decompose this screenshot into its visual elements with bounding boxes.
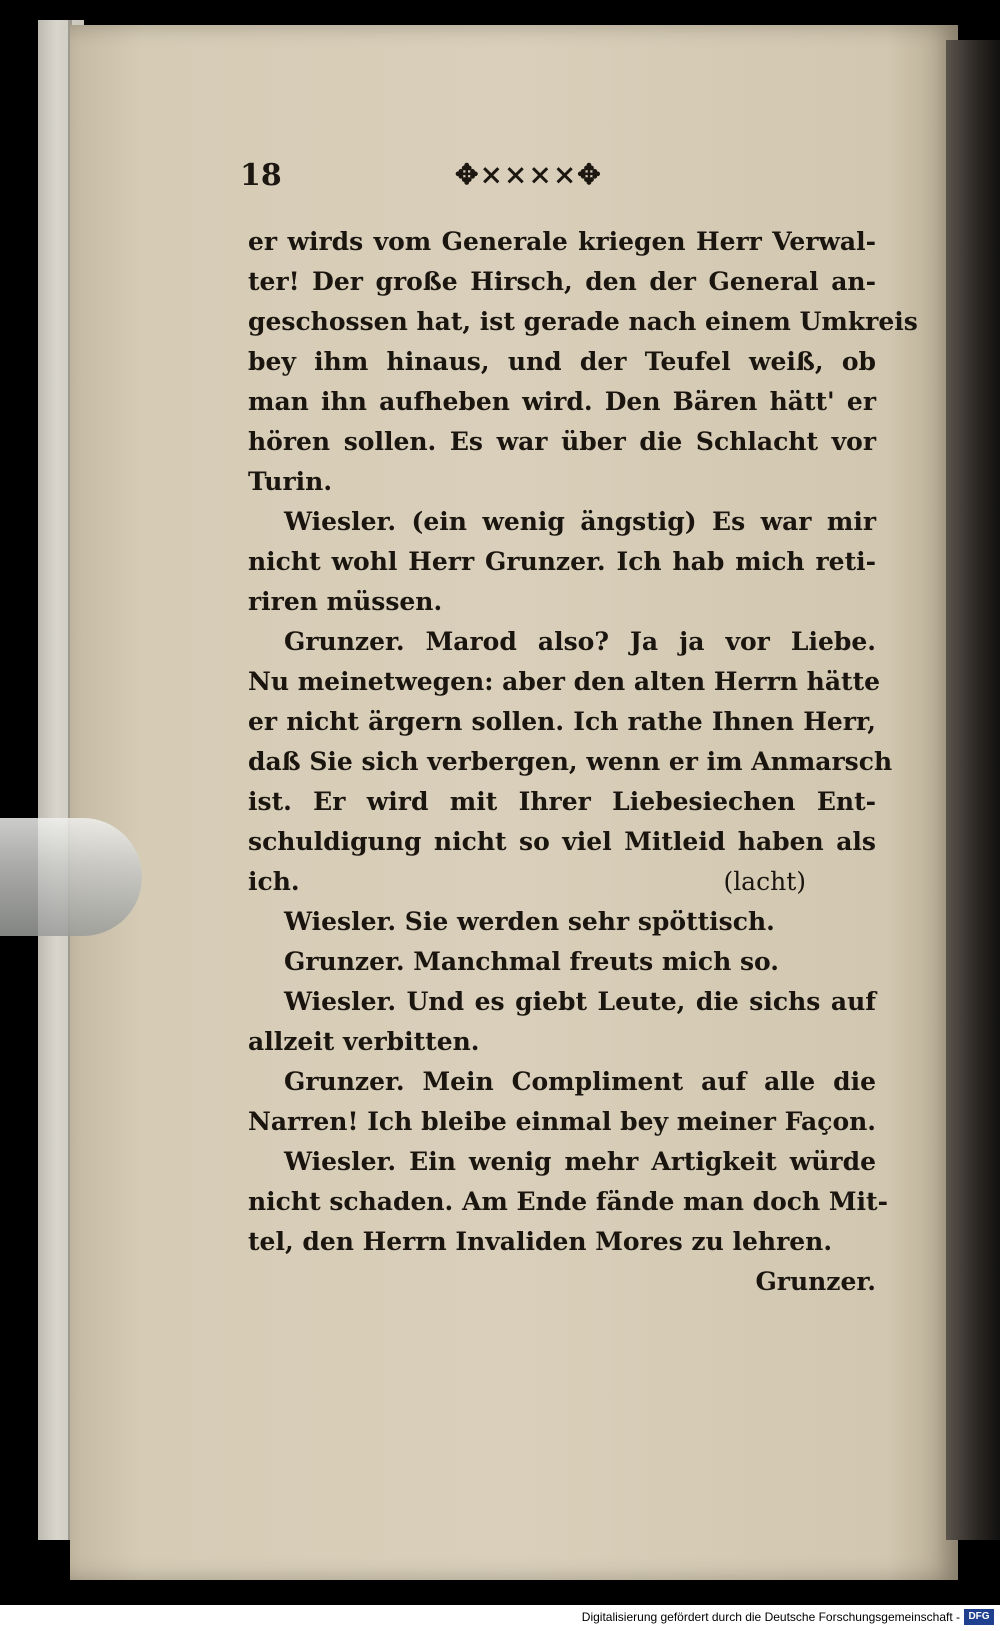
- text-line: Nu meinetwegen: aber den alten Herrn hätte: [248, 667, 881, 696]
- text-line: man ihn aufheben wird. Den Bären hätt' er: [248, 387, 876, 416]
- text-line: allzeit verbitten.: [248, 1027, 480, 1056]
- text-line: Narren! Ich bleibe einmal bey meiner Façon.: [248, 1107, 876, 1136]
- speaker-line: Grunzer. Marod also? Ja ja vor Liebe.: [284, 627, 876, 656]
- text-line: nicht wohl Herr Grunzer. Ich hab mich reti-: [248, 547, 876, 576]
- speaker-line: Wiesler. (ein wenig ängstig) Es war mir: [284, 507, 876, 536]
- header-ornament: ✥⨯⨯⨯⨯✥: [455, 158, 602, 191]
- dfg-logo: DFG: [964, 1609, 994, 1625]
- page-text: [248, 222, 918, 1302]
- text-line: daß Sie sich verbergen, wenn er im Anmarsch: [248, 747, 893, 776]
- speaker-line: Wiesler. Sie werden sehr spöttisch.: [284, 907, 775, 936]
- text-line: er nicht ärgern sollen. Ich rathe Ihnen Herr,: [248, 707, 876, 736]
- text-line: geschossen hat, ist gerade nach einem Umkreis: [248, 307, 918, 336]
- footer-credit: Digitalisierung gefördert durch die Deutsche Forschungsgemeinschaft -: [581, 1610, 960, 1624]
- book-right-edge: [946, 40, 1000, 1540]
- text-line: hören sollen. Es war über die Schlacht vor: [248, 427, 876, 456]
- speaker-line: Wiesler. Ein wenig mehr Artigkeit würde: [284, 1147, 876, 1176]
- page-number: 18: [240, 158, 282, 193]
- catchword: Grunzer.: [755, 1267, 876, 1296]
- text-fragment: ich.: [248, 867, 300, 896]
- text-line: ter! Der große Hirsch, den der General an-: [248, 267, 876, 296]
- text-line: er wirds vom Generale kriegen Herr Verwal-: [248, 227, 876, 256]
- page-header: [240, 158, 870, 198]
- text-line: nicht schaden. Am Ende fände man doch Mit-: [248, 1187, 888, 1216]
- speaker-line: Grunzer. Mein Compliment auf alle die: [284, 1067, 876, 1096]
- digitization-footer: [0, 1605, 1000, 1631]
- text-line: bey ihm hinaus, und der Teufel weiß, ob: [248, 347, 876, 376]
- text-line: Turin.: [248, 467, 333, 496]
- text-line: schuldigung nicht so viel Mitleid haben als: [248, 827, 876, 856]
- stage-direction: (lacht): [723, 867, 806, 896]
- text-line: riren müssen.: [248, 587, 443, 616]
- text-line-with-stage-direction: [248, 862, 876, 902]
- page-holder-clip: [0, 818, 142, 936]
- text-line: ist. Er wird mit Ihrer Liebesiechen Ent-: [248, 787, 876, 816]
- speaker-line: Grunzer. Manchmal freuts mich so.: [284, 947, 779, 976]
- text-line: tel, den Herrn Invaliden Mores zu lehren.: [248, 1227, 833, 1256]
- speaker-line: Wiesler. Und es giebt Leute, die sichs auf: [284, 987, 876, 1016]
